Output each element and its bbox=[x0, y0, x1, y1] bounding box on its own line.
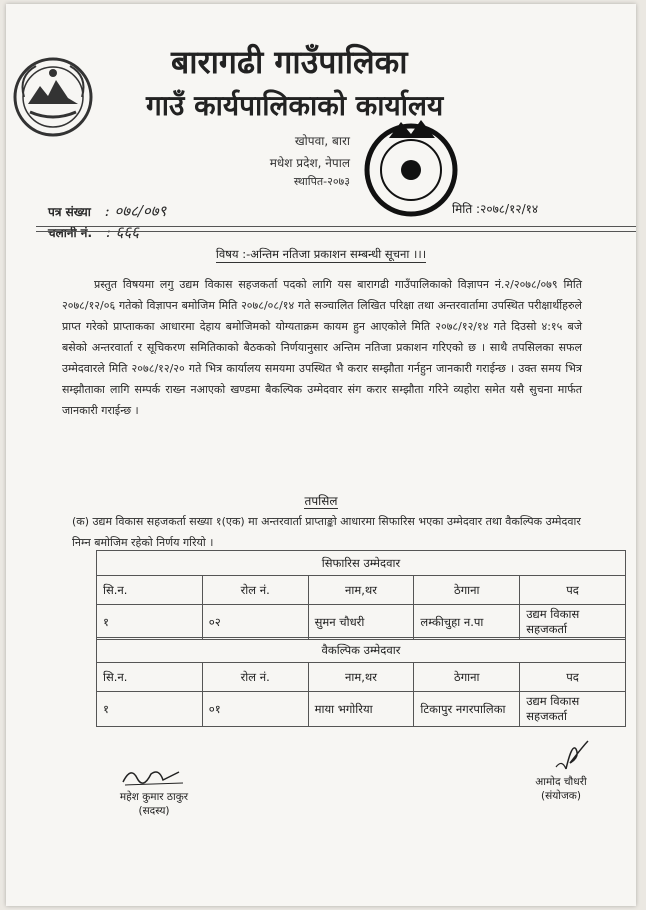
recommended-heading: सिफारिस उम्मेदवार bbox=[97, 551, 626, 576]
details-heading: तपसिल bbox=[304, 494, 338, 508]
subject-line: विषय :-अन्तिम नतिजा प्रकाशन सम्बन्धी सूचना ।।। bbox=[215, 247, 427, 261]
municipality-name: बारागढी गाउँपालिका bbox=[171, 43, 408, 81]
issue-date: मिति :२०७८/१२/१४ bbox=[452, 202, 539, 216]
signature-icon bbox=[119, 764, 189, 788]
office-name: गाउँ कार्यपालिकाको कार्यालय bbox=[146, 89, 444, 122]
coordinator-role: (संयोजक) bbox=[541, 790, 581, 802]
address-line-1: खोपवा, बारा bbox=[294, 134, 350, 148]
header-divider-2 bbox=[36, 231, 636, 232]
member-name: महेश कुमार ठाकुर bbox=[119, 791, 189, 803]
table-header-row: सि.न. रोल नं. नाम,थर ठेगाना पद bbox=[97, 663, 626, 692]
notice-document bbox=[6, 4, 636, 906]
nepal-emblem-icon bbox=[12, 56, 94, 138]
address-line-2: मधेश प्रदेश, नेपाल bbox=[269, 156, 350, 170]
recommended-candidate-table bbox=[96, 550, 626, 640]
coordinator-signature-block bbox=[506, 739, 616, 803]
letter-number: पत्र संख्या : ०७८/०७९ bbox=[48, 202, 167, 220]
coordinator-name: आमोद चौधरी bbox=[535, 776, 587, 788]
established-year: स्थापित-२०७३ bbox=[293, 175, 350, 188]
table-row: १ ०१ माया भगोरिया टिकापुर नगरपालिका उद्यम विकास सहजकर्ता bbox=[97, 692, 626, 727]
table-header-row: सि.न. रोल नं. नाम,थर ठेगाना पद bbox=[97, 576, 626, 605]
dispatch-number: चलानी नं. : ६६६ bbox=[48, 223, 140, 241]
notice-body: प्रस्तुत विषयमा लगु उद्यम विकास सहजकर्ता पदको लागि यस बारागढी गाउँपालिकाको विज्ञापन नं.२/२०७८/०७९ मिति २०७८/१२/०६ गतेको विज्ञापन बमोजिम मिति २०७८/०८/१४ गते सञ्चालित लिखित परिक्षा तथा अन्तरवार्तामा उपस्थित परीक्षार्थीहरुले प्राप्त गरेको प्राप्ताकका आधारमा देहाय बमोजिमको योग्यताक्रम कायम हुन आएकोले मिति २०७८/१२/१४ गते दिउसो ४:१५ बजे बसेको अन्तरवार्ता र सूचिकरण समितिकाको बैठकको निर्णयानुसार अन्तिम नतिजा प्रकाशन गरिएको छ । साथै तपसिलका सफल उम्मेदवारले मिति २०७८/१२/२० गते भित्र कार्यालय समयमा उपस्थित भै करार सम्झौता गर्नहुन जानकारी गराईन्छ । उक्त समय भित्र सम्झौताका लागि सम्पर्क राख्न नआएको खण्डमा बैकल्पिक उम्मेदवार संग करार सम्झौता गरिने व्यहोरा समेत यसै सुचना मार्फत जानकारी गराईन्छ । bbox=[62, 278, 582, 417]
table-row: १ ०२ सुमन चौधरी लम्कीचुहा न.पा उद्यम विकास सहजकर्ता bbox=[97, 605, 626, 640]
signature-icon bbox=[526, 739, 596, 773]
member-role: (सदस्य) bbox=[138, 805, 170, 817]
header-divider bbox=[36, 226, 636, 227]
alternate-candidate-table bbox=[96, 637, 626, 727]
member-signature-block bbox=[94, 764, 214, 818]
alternate-heading: वैकल्पिक उम्मेदवार bbox=[97, 638, 626, 663]
decision-clause: (क) उद्यम विकास सहजकर्ता सख्या १(एक) मा अन्तरवार्ता प्राप्ताङ्को आधारमा सिफारिस भएका उम्मेदवार तथा वैकल्पिक उम्मेदवार निम्न बमोजिम रहेको निर्णय गरियो । bbox=[72, 515, 581, 549]
office-stamp-icon bbox=[361, 112, 461, 222]
